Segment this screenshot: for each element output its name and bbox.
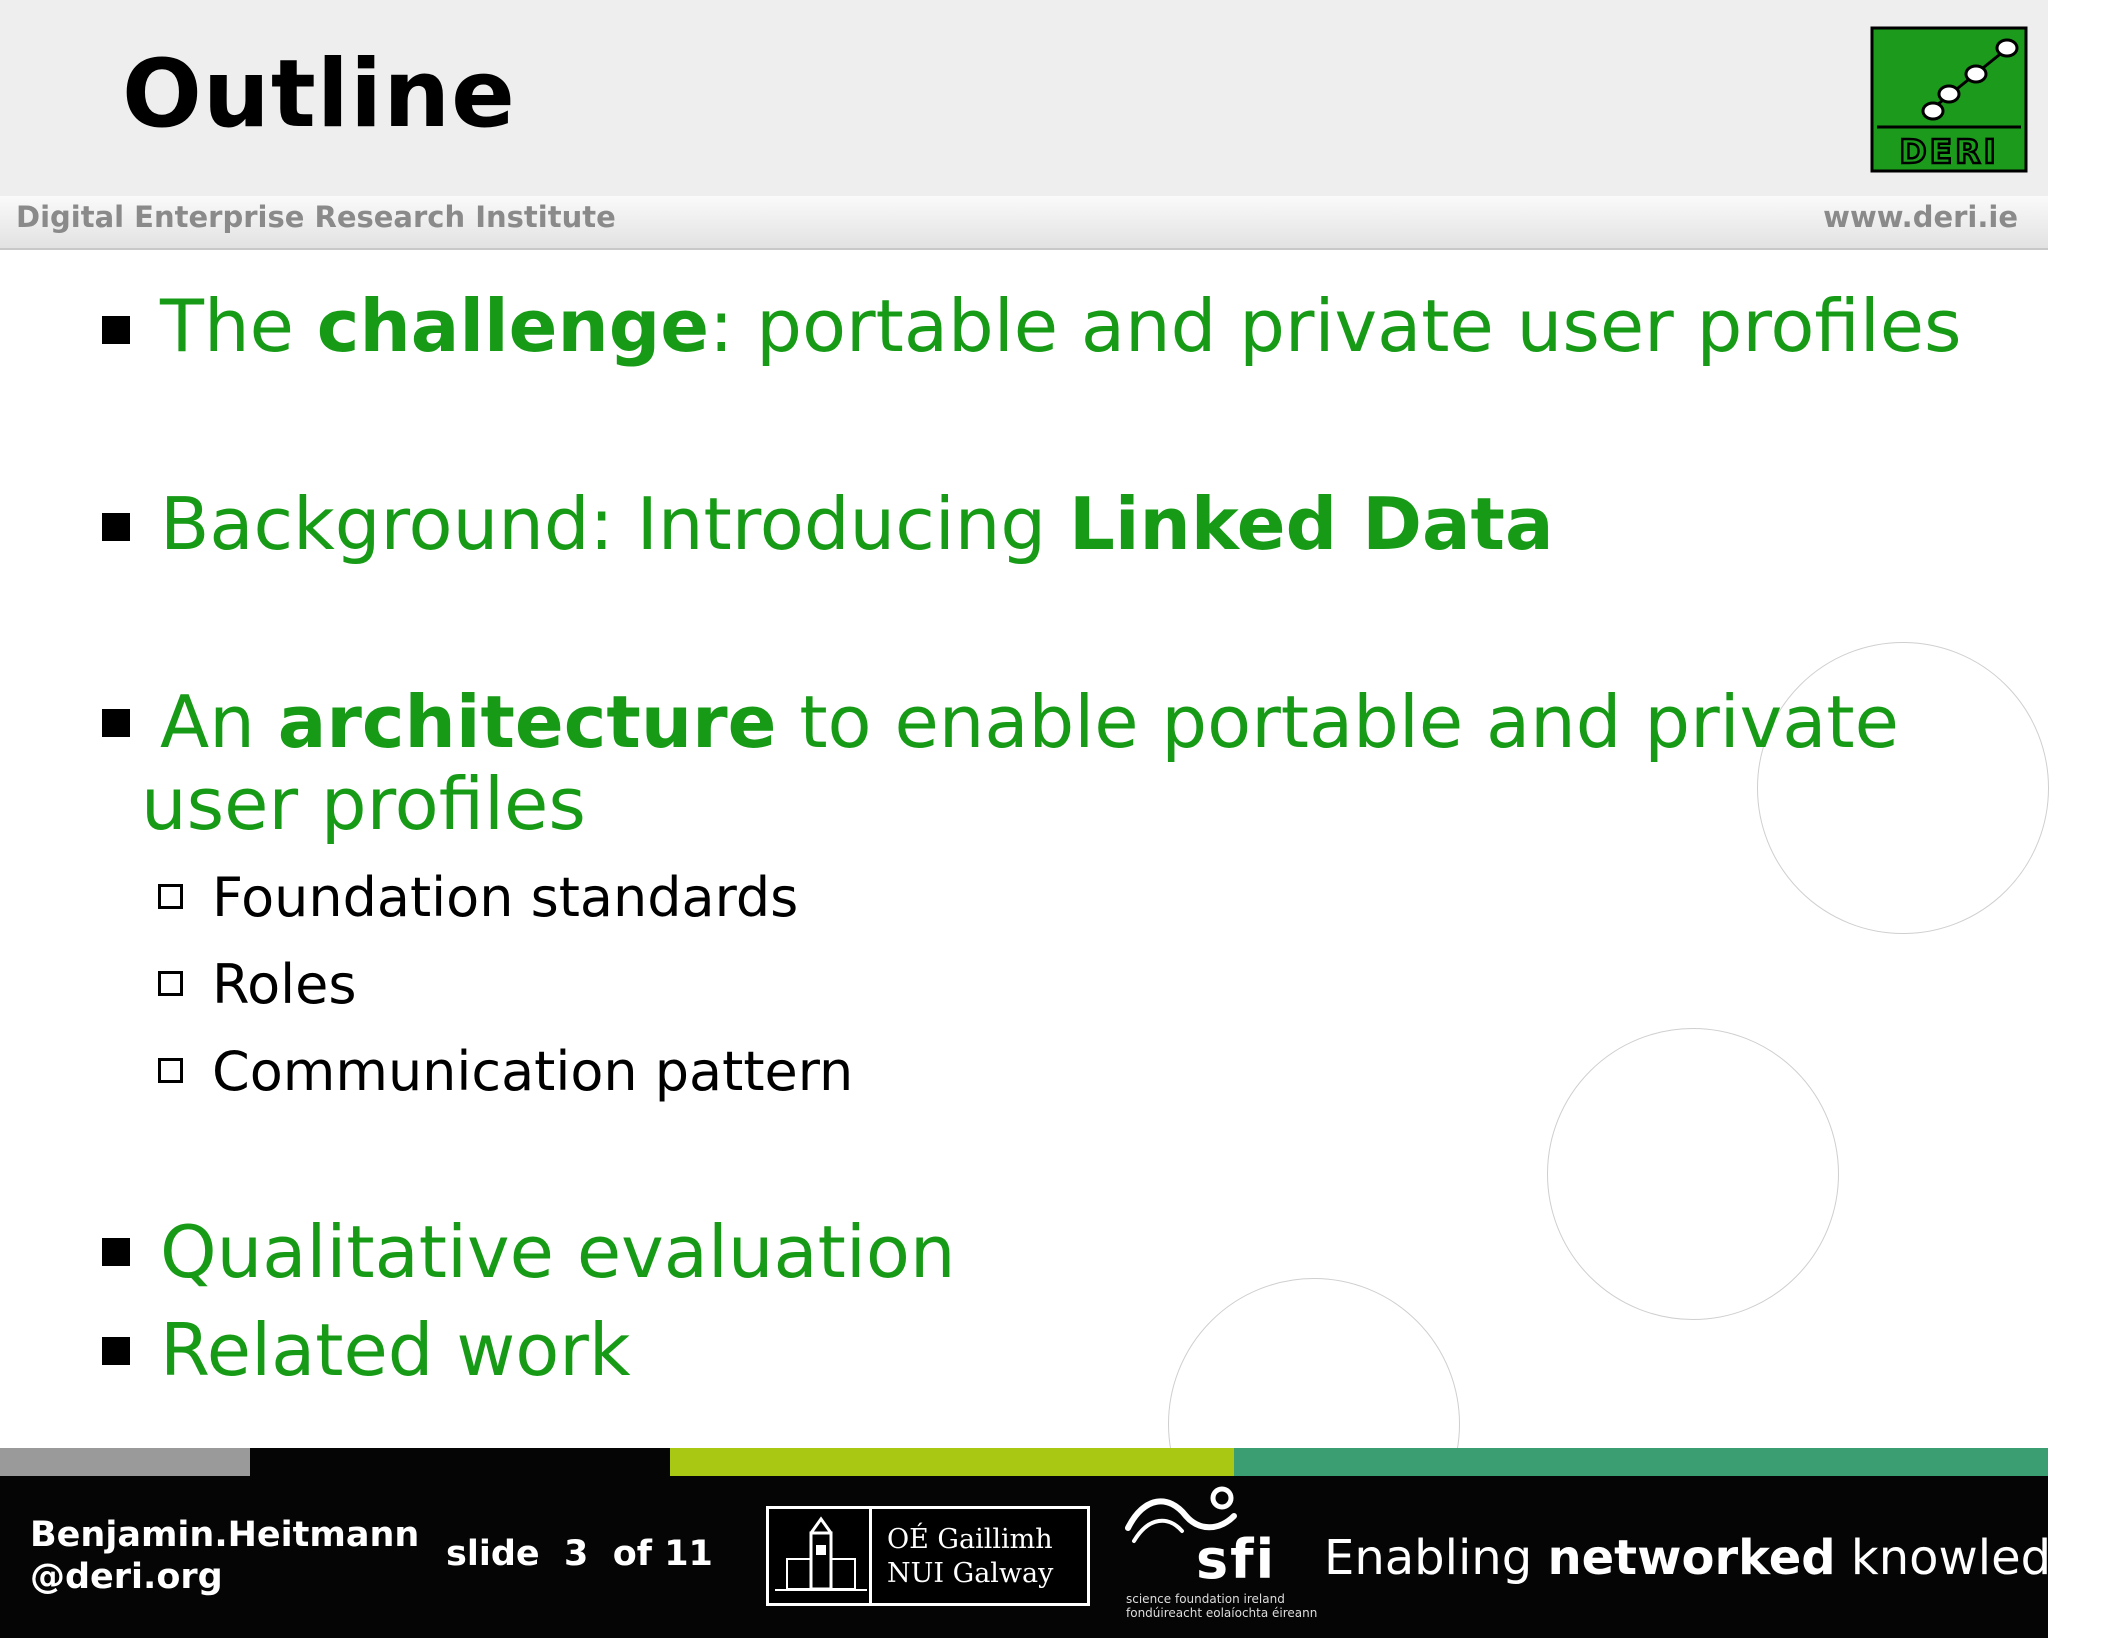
slide-number: 3	[564, 1534, 589, 1574]
bullet-marker	[102, 513, 130, 541]
bullet-evaluation: Qualitative evaluation	[160, 1210, 956, 1294]
colorbar-lime	[670, 1448, 1234, 1476]
logo-text: DERI	[1899, 132, 1999, 171]
nuig-line1: OÉ Gaillimh	[887, 1524, 1053, 1555]
bullet-marker	[102, 1337, 130, 1365]
author-line1: Benjamin.Heitmann	[30, 1515, 420, 1555]
sfi-subtitle: science foundation ireland fondúireacht eolaíochta éireann	[1126, 1592, 1318, 1621]
deri-logo	[1871, 27, 2027, 172]
bullet-architecture-line2: user profiles	[141, 762, 586, 846]
university-crest-icon	[775, 1515, 867, 1597]
colorbar-teal	[1234, 1448, 2048, 1476]
bullet-marker	[102, 316, 130, 344]
footer-tagline: Enabling networked knowledge.	[1324, 1530, 2126, 1586]
sfi-logo-text: sfi	[1196, 1528, 1277, 1591]
sub-bullet-marker	[158, 884, 183, 909]
nuig-line2: NUI Galway	[887, 1557, 1054, 1589]
sub-bullet-marker	[158, 971, 183, 996]
bullet-architecture: An architecture to enable portable and private	[160, 680, 1899, 764]
website-url: www.deri.ie	[1823, 200, 2018, 234]
colorbar-black	[250, 1448, 670, 1476]
bullet-challenge: The challenge: portable and private user profiles	[160, 284, 1962, 368]
institute-name: Digital Enterprise Research Institute	[16, 200, 616, 234]
bullet-marker	[102, 709, 130, 737]
author-email	[30, 1514, 419, 1598]
bullet-background: Background: Introducing Linked Data	[160, 482, 1554, 566]
nui-galway-logo	[766, 1506, 1090, 1606]
sub-bullet-communication: Communication pattern	[212, 1040, 854, 1103]
sub-bullet-roles: Roles	[212, 953, 357, 1016]
sub-bullet-foundation: Foundation standards	[212, 866, 799, 929]
bullet-marker	[102, 1238, 130, 1266]
decorative-circle	[1547, 1028, 1839, 1320]
colorbar-gray	[0, 1448, 250, 1476]
slide-counter: slide 3 of 11	[446, 1534, 713, 1574]
sub-bullet-marker	[158, 1058, 183, 1083]
author-line2: @deri.org	[30, 1557, 223, 1597]
slide-title: Outline	[122, 40, 516, 149]
bullet-related-work: Related work	[160, 1308, 631, 1392]
